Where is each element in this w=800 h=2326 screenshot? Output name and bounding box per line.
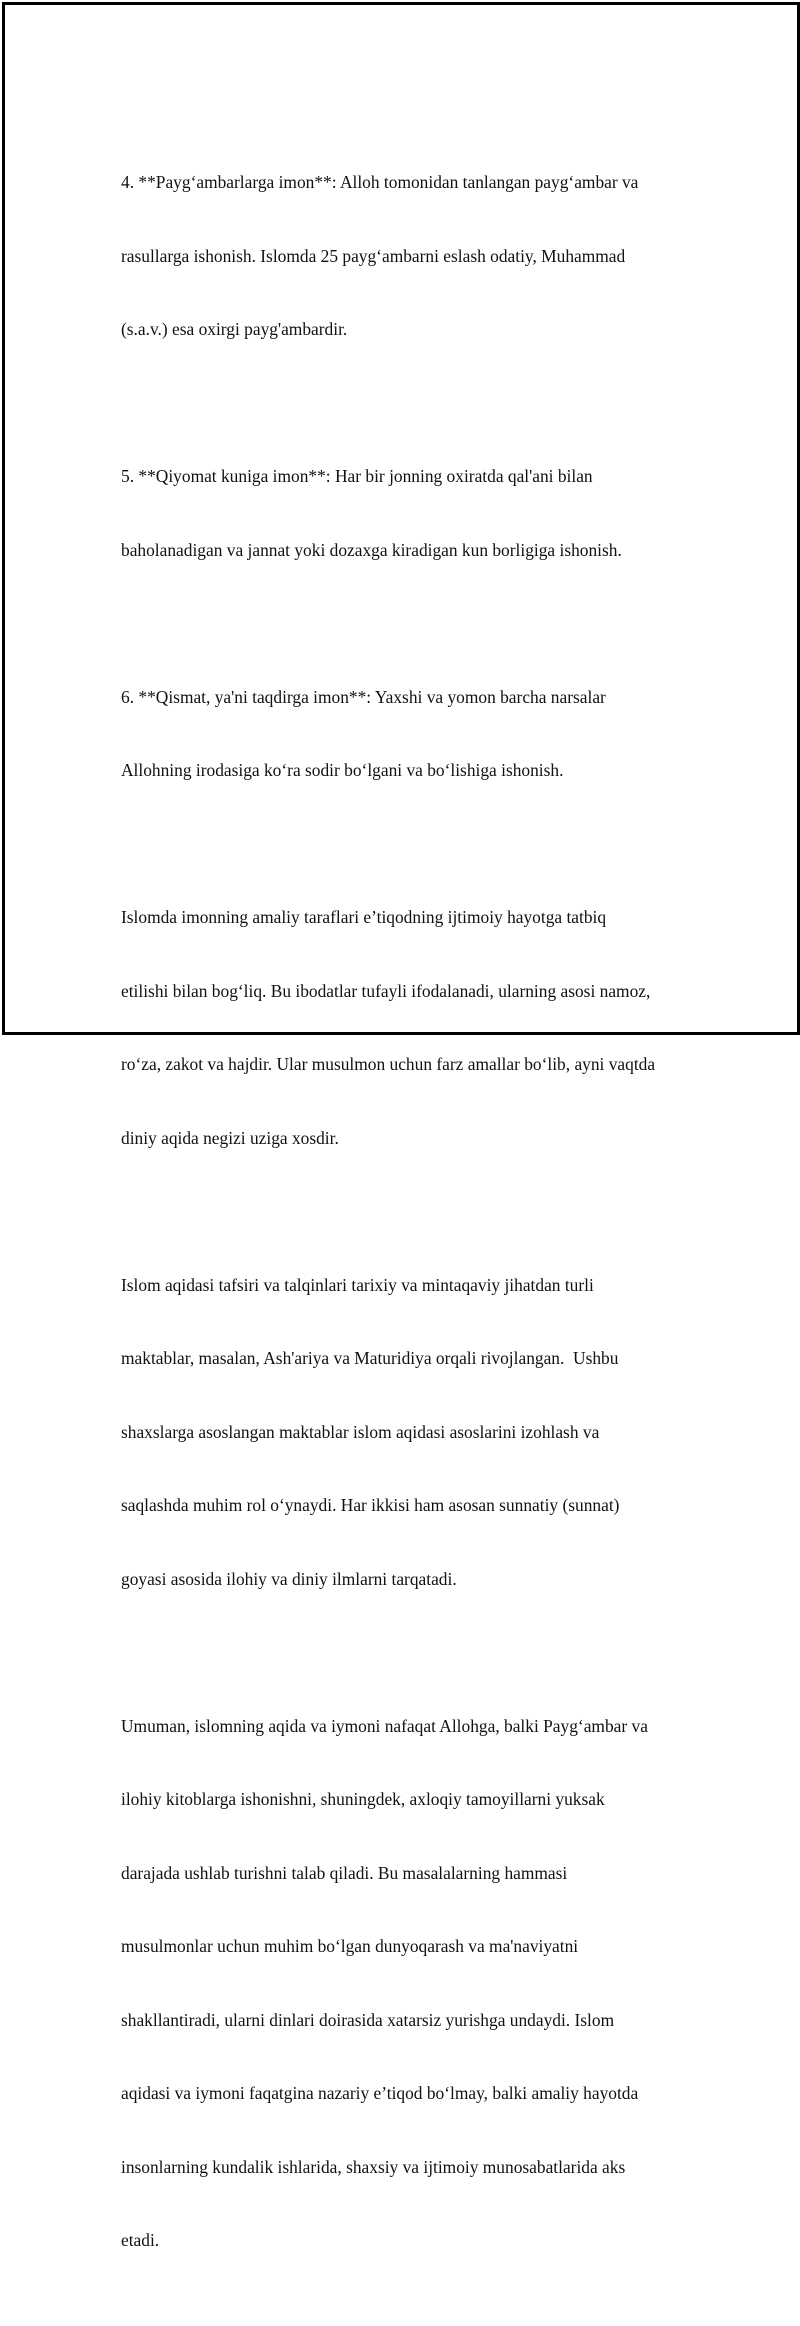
paragraph-conclusion (121, 1665, 701, 2302)
text-line: diniy aqida negizi uziga xosdir. (121, 1127, 339, 1148)
text-line: Islom aqidasi tafsiri va talqinlari tarixiy va mintaqaviy jihatdan turli (121, 1274, 594, 1295)
text-line: 5. **Qiyomat kuniga imon**: Har bir jonning oxiratda qal'ani bilan (121, 466, 593, 486)
text-line: 4. **Payg‘ambarlarga imon**: Alloh tomonidan tanlangan payg‘ambar va (121, 172, 639, 192)
paragraph-prophets (121, 121, 701, 391)
text-line: Umuman, islomning aqida va iymoni nafaqat Allohga, balki Payg‘ambar va (121, 1715, 648, 1736)
text-line: shaxslarga asoslangan maktablar islom aqidasi asoslarini izohlash va (121, 1421, 600, 1442)
text-line: ro‘za, zakot va hajdir. Ular musulmon uchun farz amallar bo‘lib, ayni vaqtda (121, 1054, 656, 1074)
text-line: Islomda imonning amaliy taraflari e’tiqodning ijtimoiy hayotga tatbiq (121, 907, 607, 927)
document-body (121, 121, 701, 2326)
text-line: baholanadigan va jannat yoki dozaxga kiradigan kun borligiga ishonish. (121, 539, 622, 560)
paragraph-destiny (121, 636, 701, 832)
text-line: etadi. (121, 2230, 160, 2250)
text-line: Allohning irodasiga ko‘ra sodir bo‘lgani va bo‘lishiga ishonish. (121, 760, 564, 780)
text-line: aqidasi va iymoni faqatgina nazariy e’tiqod bo‘lmay, balki amaliy hayotda (121, 2083, 639, 2103)
text-line: (s.a.v.) esa oxirgi payg'ambardir. (121, 319, 348, 339)
text-line: maktablar, masalan, Ash'ariya va Maturidiya orqali rivojlangan. Ushbu (121, 1348, 619, 1368)
page-frame (2, 2, 800, 2250)
text-line: goyasi asosida ilohiy va diniy ilmlarni tarqatadi. (121, 1568, 457, 1589)
text-line: ilohiy kitoblarga ishonishni, shuningdek, axloqiy tamoyillarni yuksak (121, 1789, 605, 1809)
text-line: saqlashda muhim rol o‘ynaydi. Har ikkisi ham asosan sunnatiy (sunnat) (121, 1495, 620, 1515)
paragraph-practical-aspects (121, 856, 701, 1199)
text-line: etilishi bilan bog‘liq. Bu ibodatlar tufayli ifodalanadi, ularning asosi namoz, (121, 980, 651, 1001)
text-line: musulmonlar uchun muhim bo‘lgan dunyoqarash va ma'naviyatni (121, 1936, 579, 1956)
text-line: darajada ushlab turishni talab qiladi. Bu masalalarning hammasi (121, 1862, 568, 1883)
text-line: insonlarning kundalik ishlarida, shaxsiy va ijtimoiy munosabatlarida aks (121, 2156, 626, 2177)
text-line: shakllantiradi, ularni dinlari doirasida xatarsiz yurishga undaydi. Islom (121, 2009, 615, 2030)
text-line: 6. **Qismat, ya'ni taqdirga imon**: Yaxshi va yomon barcha narsalar (121, 686, 606, 707)
paragraph-schools (121, 1224, 701, 1641)
paragraph-judgement-day (121, 415, 701, 611)
text-line: rasullarga ishonish. Islomda 25 payg‘ambarni eslash odatiy, Muhammad (121, 245, 626, 266)
